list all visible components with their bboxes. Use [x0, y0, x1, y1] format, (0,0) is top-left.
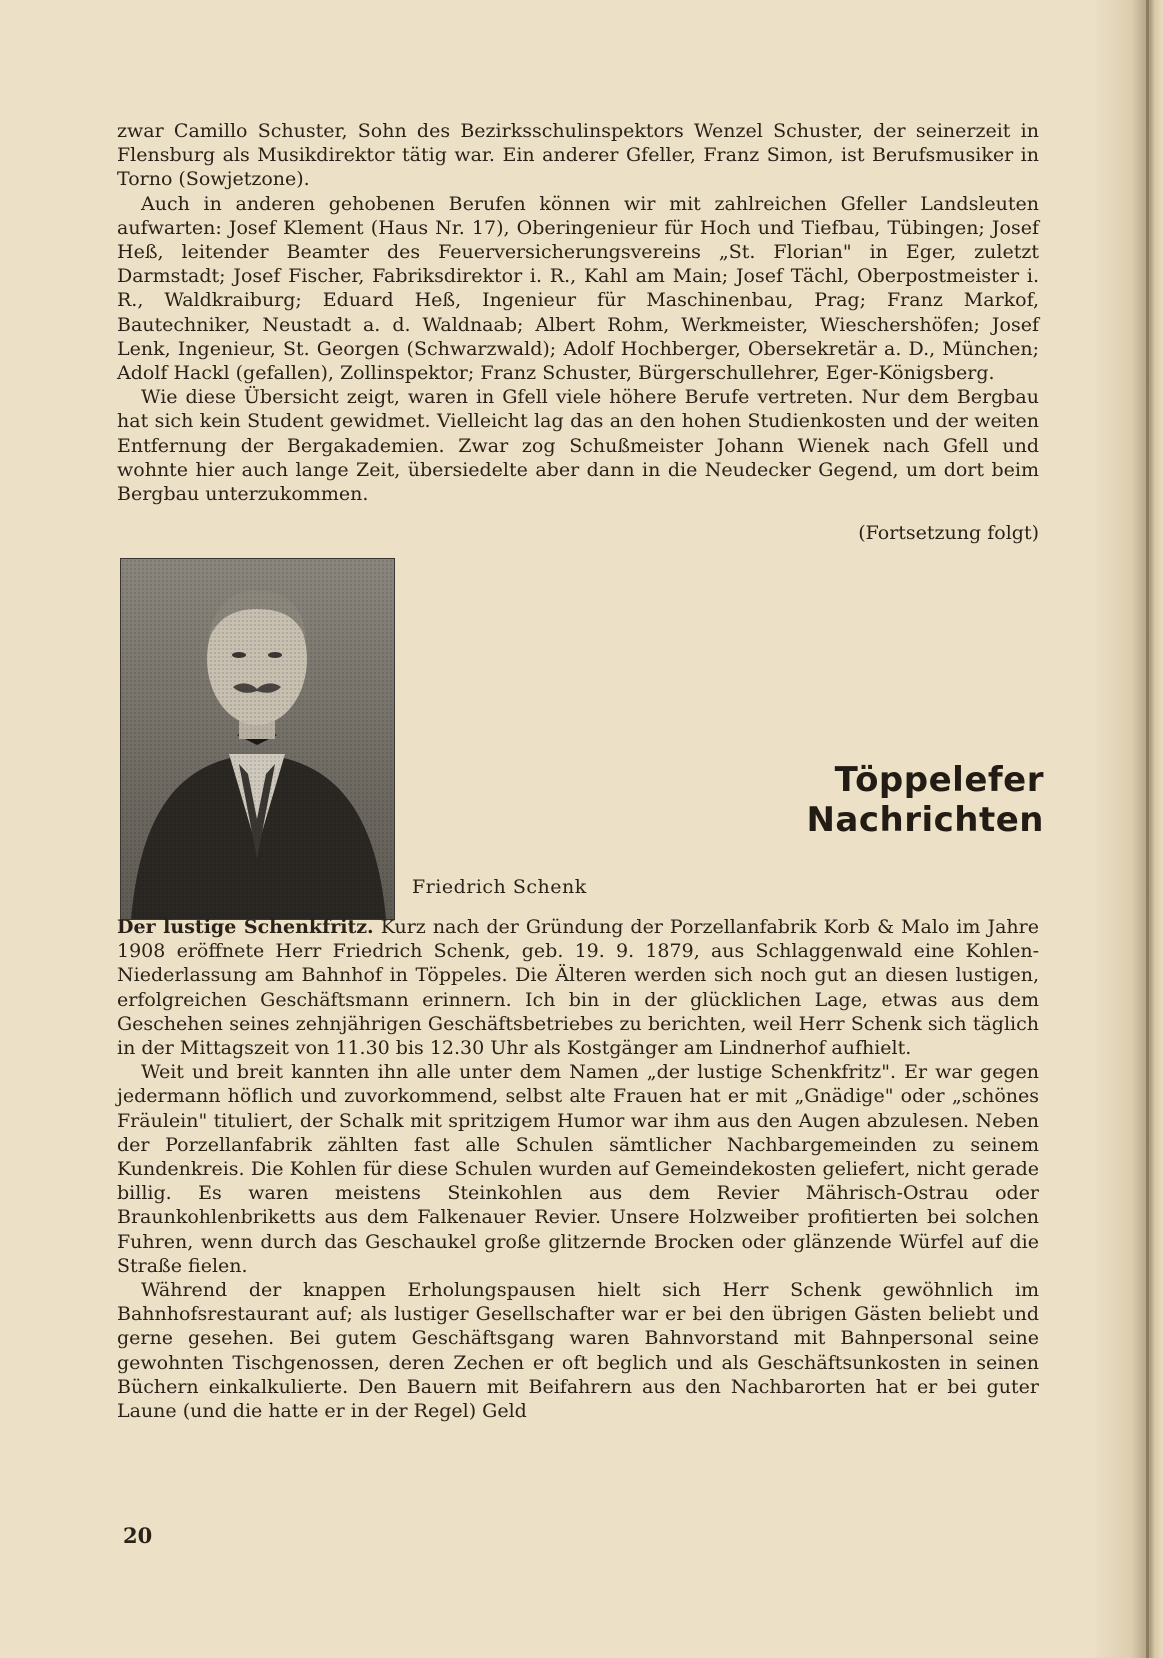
bottom-article [117, 915, 1039, 1423]
bottom-paragraph-1 [117, 915, 1039, 1060]
portrait-image [121, 559, 394, 919]
top-article [117, 119, 1039, 506]
photo-caption: Friedrich Schenk [412, 876, 587, 898]
top-paragraph-2: Auch in anderen gehobenen Berufen können wir mit zahlreichen Gfeller Landsleuten aufwarten: Josef Klement (Haus Nr. 17), Oberingenieur für Hoch und Tiefbau, Tübingen; Josef Heß, leitender Beamter des Feuerversicherungsvereins „St. Florian" in Eger, zuletzt Darmstadt; Josef Fischer, Fabriksdirektor i. R., Kahl am Main; Josef Tächl, Oberpostmeister i. R., Waldkraiburg; Eduard Heß, Ingenieur für Maschinenbau, Prag; Franz Markof, Bautechniker, Neustadt a. d. Waldnaab; Albert Rohm, Werkmeister, Wieschershöfen; Josef Lenk, Ingenieur, St. Georgen (Schwarzwald); Adolf Hochberger, Obersekretär a. D., München; Adolf Hackl (gefallen), Zollinspektor; Franz Schuster, Bürgerschullehrer, Eger-Königsberg. [117, 192, 1039, 385]
top-paragraph-3: Wie diese Übersicht zeigt, waren in Gfell viele höhere Berufe vertreten. Nur dem Bergbau hat sich kein Student gewidmet. Vielleicht lag das an den hohen Studienkosten und der weiten Entfernung der Bergakademien. Zwar zog Schußmeister Johann Wienek nach Gfell und wohnte hier auch lange Zeit, übersiedelte aber dann in die Neudecker Gegend, um dort beim Bergbau unterzukommen. [117, 386, 1039, 506]
page-number: 20 [123, 1523, 153, 1548]
section-title: Töppelefer Nachrichten [806, 760, 1044, 840]
bottom-paragraph-3: Während der knappen Erholungspausen hielt sich Herr Schenk gewöhnlich im Bahnhofsrestaurant auf; als lustiger Gesellschafter war er bei den übrigen Gästen beliebt und gerne gesehen. Bei gutem Geschäftsgang waren Bahnvorstand mit Bahnpersonal seine gewohnten Tischgenossen, deren Zechen er oft beglich und als Geschäftsunkosten in seinen Büchern einkalkulierte. Den Bauern mit Beifahrern aus den Nachbarorten hat er bei guter Laune (und die hatte er in der Regel) Geld [117, 1279, 1039, 1423]
bottom-paragraph-2: Weit und breit kannten ihn alle unter dem Namen „der lustige Schenkfritz". Er war gegen jedermann höflich und zuvorkommend, selbst alte Frauen hat er mit „Gnädige" oder „schönes Fräulein" tituliert, der Schalk mit spritzigem Humor war ihm aus den Augen abzulesen. Neben der Porzellanfabrik zählten fast alle Schulen sämtlicher Nachbargemeinden zu seinem Kundenkreis. Die Kohlen für diese Schulen wurden auf Gemeindekosten geliefert, nicht gerade billig. Es waren meistens Steinkohlen aus dem Revier Mährisch-Ostrau oder Braunkohlenbriketts aus dem Falkenauer Revier. Unsere Holzweiber profitierten bei solchen Fuhren, wenn durch das Geschaukel große glitzernde Brocken oder glänzende Würfel auf die Straße fielen. [117, 1061, 1039, 1277]
bottom-paragraph-1-text: Kurz nach der Gründung der Porzellanfabrik Korb & Malo im Jahre 1908 eröffnete Herr Friedrich Schenk, geb. 19. 9. 1879, aus Schlaggenwald eine Kohlen-Niederlassung am Bahnhof in Töppeles. Die Älteren werden sich noch gut an diesen lustigen, erfolgreichen Geschäftsmann erinnern. Ich bin in der glücklichen Lage, etwas aus dem Geschehen seines zehnjährigen Geschäftsbetriebes zu berichten, weil Herr Schenk sich täglich in der Mittagszeit von 11.30 bis 12.30 Uhr als Kostgänger am Lindnerhof aufhielt. [117, 916, 1039, 1060]
article-lead: Der lustige Schenkfritz. [117, 916, 374, 938]
book-spine [1146, 0, 1149, 1658]
top-paragraph-1: zwar Camillo Schuster, Sohn des Bezirksschulinspektors Wenzel Schuster, der seinerzeit in Flensburg als Musikdirektor tätig war. Ein anderer Gfeller, Franz Simon, ist Berufsmusiker in Torno (Sowjetzone). [117, 120, 1039, 191]
portrait-photo [120, 558, 395, 920]
page-edge-shadow [1093, 0, 1163, 1658]
continuation-note: (Fortsetzung folgt) [858, 522, 1039, 544]
